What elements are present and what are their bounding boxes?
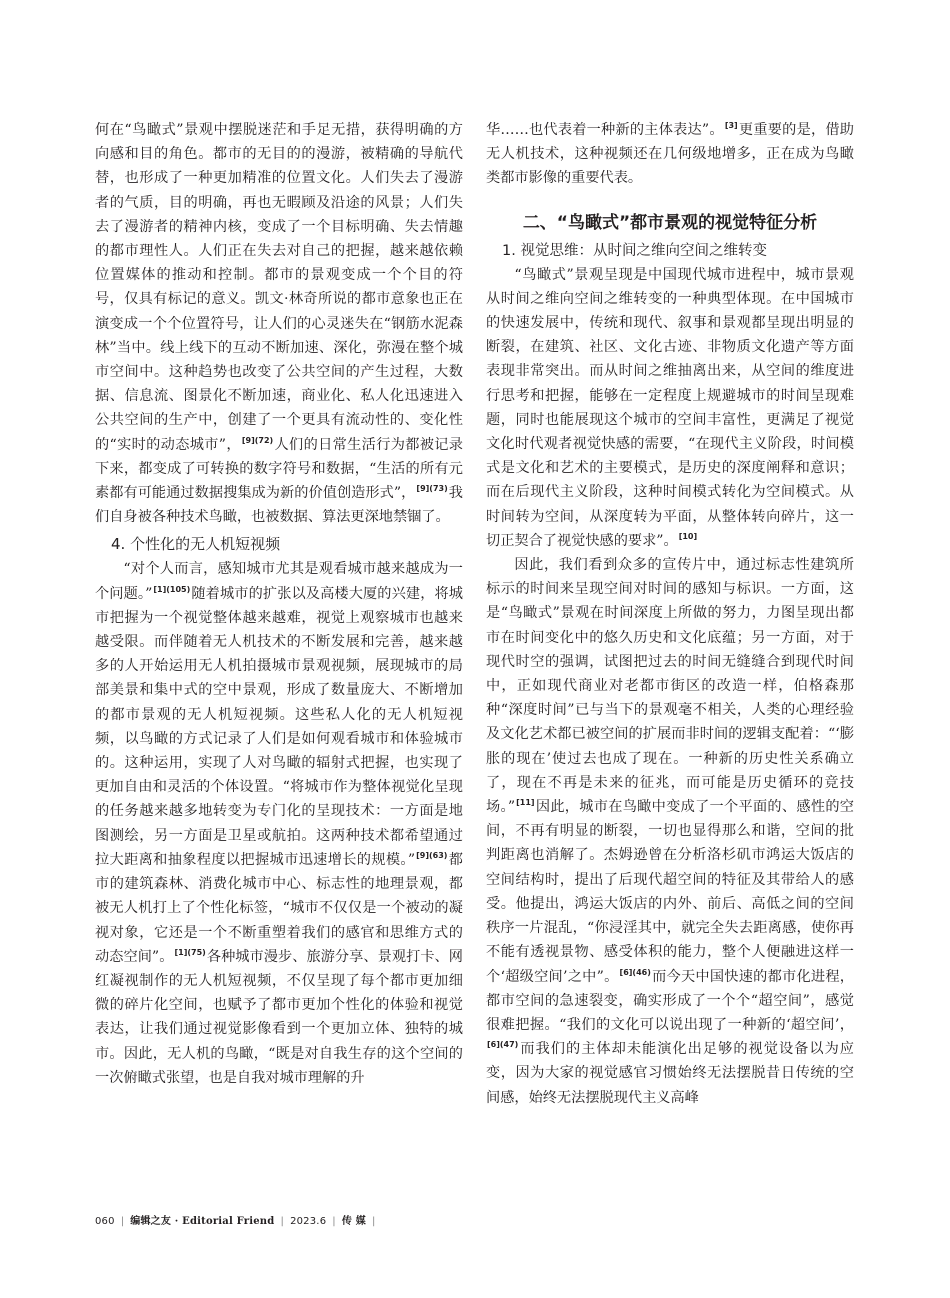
page-number: 060 xyxy=(95,1216,115,1227)
paragraph-promo-films: 因此，我们看到众多的宣传片中，通过标志性建筑所标示的时间来呈现空间对时间的感知与标识。一方面，这是“鸟瞰式”景观在时间深度上所做的努力，力图呈现出都市在时间变化中的悠久历史和文化底蕴；另一方面，对于现代时空的强调，试图把过去的时间无缝缝合到现代时间中，正如现代商业对老都市街区的改造一样，伯格森那种“深度时间”已与当下的景观毫不相关，人类的心理经验及文化艺术都已被空间的扩展而非时间的逻辑支配着：“‘膨胀的现在’使过去也成了现在。一种新的历史性关系确立了，现在不再是未来的征兆，而可能是历史循环的竞技场。”[11]因此，城市在鸟瞰中变成了一个平面的、感性的空间，不再有明显的断裂，一切也显得那么和谐，空间的批判距离也消解了。杰姆逊曾在分析洛杉矶市鸿运大饭店的空间结构时，提出了后现代超空间的特征及其带给人的感受。他提出，鸿运大饭店的内外、前后、高低之间的空间秩序一片混乱，“你浸淫其中，就完全失去距离感，使你再不能有透视景物、感受体积的能力，整个人便融进这样一个‘超级空间’之中”。$^{[6](46)}$而今天中国快速的都市化进程，都市空间的急速裂变，确实形成了一个个“超空间”，感觉很难把握。“我们的文化可以说出现了一种新的‘超空间’，$^{[6](47)}$而我们的主体却未能演化出足够的视觉设备以为应变，因为大家的视觉感官习惯始终无法摆脱昔日传统的空间感，始终无法摆脱现代主义高峰 xyxy=(486,557,854,1106)
magazine-name: 编辑之友 · Editorial Friend xyxy=(130,1216,275,1227)
section-heading-2: 二、“鸟瞰式”都市景观的视觉特征分析 xyxy=(522,212,818,233)
citation-ref: [1](105) xyxy=(153,584,191,594)
section-label: 传 媒 xyxy=(341,1216,366,1227)
section-heading-4: 4. 个性化的无人机短视频 xyxy=(111,535,281,554)
paragraph-continuation-right: 华……也代表着一种新的主体表达”。[3]更重要的是，借助无人机技术，这种视频还在几何级地增多，正在成为鸟瞰类都市影像的重要代表。 xyxy=(486,121,854,187)
citation-ref: [10] xyxy=(678,531,698,541)
citation-ref: [1](75) xyxy=(174,947,206,957)
issue-date: 2023.6 xyxy=(290,1216,327,1227)
page-footer: 060 | 编辑之友 · Editorial Friend | 2023.6 | 传 媒 | xyxy=(95,1216,376,1227)
paragraph-continuation: 何在“鸟瞰式”景观中摆脱迷茫和手足无措，获得明确的方向感和目的角色。都市的无目的的漫游，被精确的导航代替，也形成了一种更加精准的位置文化。人们失去了漫游者的气质，目的明确，再也无暇顾及沿途的风景；人们失去了漫游者的精神内核，变成了一个目标明确、失去情趣的都市理性人。人们正在失去对自己的把握，越来越依赖位置媒体的推动和控制。都市的景观变成一个个目的符号，仅具有标记的意义。凯文·林奇所说的都市意象也正在演变成一个个位置符号，让人们的心灵迷失在“钢筋水泥森林”当中。线上线下的互动不断加速、深化，弥漫在整个城市空间中。这种趋势也改变了公共空间的产生过程，大数据、信息流、图景化不断加速，商业化、私人化迅速进入公共空间的生产中，创建了一个更具有流动性的、变化性的“实时的动态城市”，$^{[9](72)}$人们的日常生活行为都被记录下来，都变成了可转换的数字符号和数据，“生活的所有元素都有可能通过数据搜集成为新的价值创造形式”，$^{[9](73)}$我们自身被各种技术鸟瞰，也被数据、算法更深地禁锢了。 xyxy=(95,122,463,526)
paragraph-time-to-space: “鸟瞰式”景观呈现是中国现代城市进程中，城市景观从时间之维向空间之维转变的一种典型体现。在中国城市的快速发展中，传统和现代、叙事和景观都呈现出明显的断裂，在建筑、社区、文化古迹、非物质文化遗产等方面表现非常突出。而从时间之维抽离出来，从空间的维度进行思考和把握，能够在一定程度上规避城市的时间呈现难题，同时也能展现这个城市的空间丰富性，更满足了视觉文化时代观者视觉快感的需要，“在现代主义阶段，时间模式是文化和艺术的主要模式，是历史的深度阐释和意识；而在后现代主义阶段，这种时间模式转化为空间模式。从时间转为空间，从深度转为平面，从整体转向碎片，这一切正契合了视觉快感的要求”。[10] xyxy=(486,266,854,549)
right-column xyxy=(486,118,854,1110)
citation-ref: [9](73) xyxy=(416,484,448,494)
citation-ref: [11] xyxy=(516,798,535,808)
paragraph-drone-video: “对个人而言，感知城市尤其是观看城市越来越成为一个问题。”$^{[1](105)}$随着城市的扩张以及高楼大厦的兴建，将城市把握为一个视觉整体越来越难，视觉上观察城市也越来越受限。而伴随着无人机技术的不断发展和完善，越来越多的人开始运用无人机拍摄城市景观视频，展现城市的局部美景和集中式的空中景观，形成了数量庞大、不断增加的都市景观的无人机短视频。这些私人化的无人机短视频，以鸟瞰的方式记录了人们是如何观看城市和体验城市的。这种运用，实现了人对鸟瞰的辐射式把握，也实现了更加自由和灵活的个体设置。“将城市作为整体视觉化呈现的任务越来越多地转变为专门化的呈现技术：一方面是地图测绘，另一方面是卫星或航拍。这两种技术都希望通过拉大距离和抽象程度以把握城市迅速增长的规模。”$^{[9](63)}$都市的建筑森林、消费化城市中心、标志性的地理景观，都被无人机打上了个性化标签，“城市不仅仅是一个被动的凝视对象，它还是一个不断重塑着我们的感官和思维方式的动态空间”。$^{[1](75)}$各种城市漫步、旅游分享、景观打卡、网红凝视制作的无人机短视频，不仅呈现了每个都市更加细微的碎片化空间，也赋予了都市更加个性化的体验和视觉表达，让我们通过视觉影像看到一个更加立体、独特的城市。因此，无人机的鸟瞰，“既是对自我生存的这个空间的一次俯瞰式张望，也是自我对城市理解的升 xyxy=(95,561,463,1086)
citation-ref: [9](72) xyxy=(241,435,274,445)
left-column xyxy=(95,118,463,1090)
citation-ref: [6](46) xyxy=(619,967,651,977)
citation-ref: [3] xyxy=(724,121,738,130)
subsection-heading-1: 1. 视觉思维：从时间之维向空间之维转变 xyxy=(502,242,767,259)
citation-ref: [6](47) xyxy=(487,1040,519,1050)
citation-ref: [9](63) xyxy=(416,850,448,860)
